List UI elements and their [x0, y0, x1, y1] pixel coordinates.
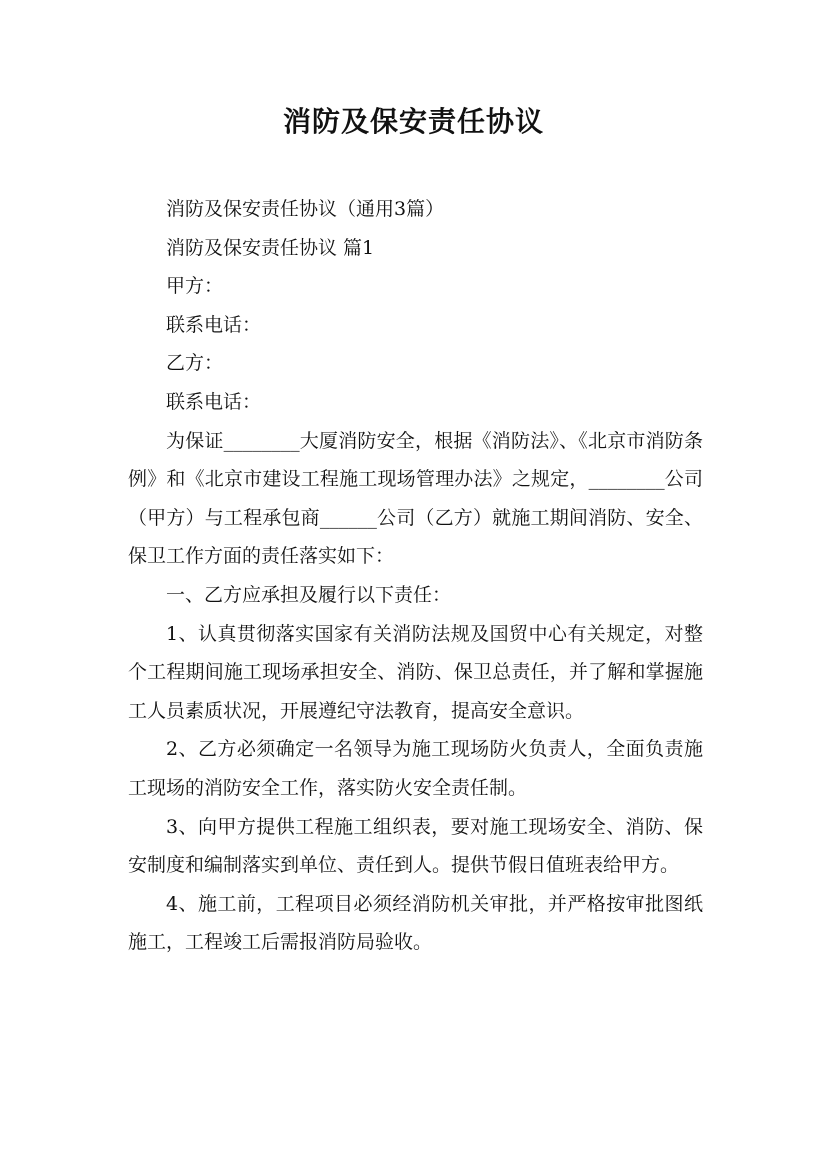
- paragraph-clause-2: 2、乙方必须确定一名领导为施工现场防火负责人，全面负责施工现场的消防安全工作，落实防火安全责任制。: [128, 738, 703, 799]
- paragraph-clause-4: 4、施工前，工程项目必须经消防机关审批，并严格按审批图纸施工，工程竣工后需报消防局验收。: [128, 892, 703, 954]
- paragraph-party-a: 甲方：: [166, 275, 224, 298]
- document-body: [128, 190, 703, 962]
- paragraph-subtitle: 消防及保安责任协议（通用3篇）: [166, 198, 445, 220]
- paragraph-clause-3: 3、向甲方提供工程施工组织表，要对施工现场安全、消防、保安制度和编制落实到单位、责任到人。提供节假日值班表给甲方。: [128, 815, 703, 877]
- paragraph-clause-heading: 一、乙方应承担及履行以下责任：: [166, 583, 452, 606]
- paragraph-party-b-phone: 联系电话：: [166, 390, 262, 413]
- paragraph-clause-1: 1、认真贯彻落实国家有关消防法规及国贸中心有关规定，对整个工程期间施工现场承担安全、消防、保卫总责任，并了解和掌握施工人员素质状况，开展遵纪守法教育，提高安全意识。: [128, 622, 703, 722]
- paragraph-party-a-phone: 联系电话：: [166, 313, 262, 336]
- paragraph-section-heading: 消防及保安责任协议 篇1: [166, 236, 375, 259]
- paragraph-party-b: 乙方：: [166, 352, 224, 375]
- document-title: 消防及保安责任协议: [282, 105, 544, 138]
- paragraph-preamble: 为保证________大厦消防安全，根据《消防法》、《北京市消防条例》和《北京市建设工程施工现场管理办法》之规定，________公司（甲方）与工程承包商______公司（乙方）就施工期间消防、安全、保卫工作方面的责任落实如下：: [128, 429, 703, 568]
